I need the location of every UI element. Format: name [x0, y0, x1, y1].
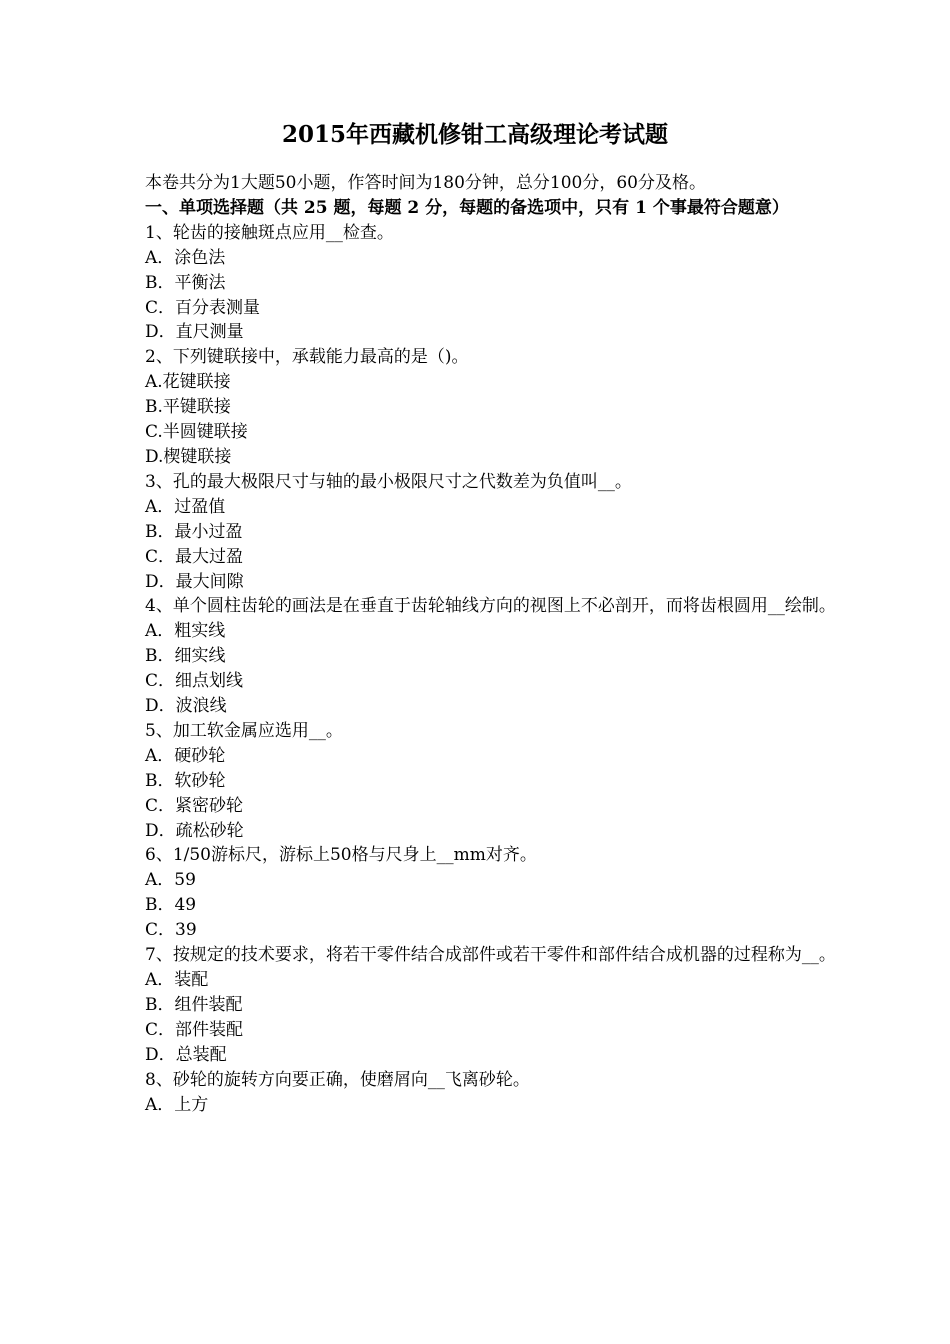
question-text: 7、按规定的技术要求，将若干零件结合成部件或若干零件和部件结合成机器的过程称为__。 — [145, 945, 836, 966]
option-b: B．平衡法 — [145, 272, 226, 293]
option-c: C．细点划线 — [145, 671, 244, 692]
option-c: C．最大过盈 — [145, 546, 244, 567]
question-6 — [145, 843, 810, 943]
question-text: 3、孔的最大极限尺寸与轴的最小极限尺寸之代数差为负值叫__。 — [145, 471, 632, 492]
option-b: B．软砂轮 — [145, 770, 226, 791]
page-title: 2015年西藏机修钳工高级理论考试题 — [281, 121, 668, 148]
question-2 — [145, 345, 810, 470]
option-d: D.楔键联接 — [145, 446, 232, 467]
option-a: A．过盈值 — [145, 496, 226, 517]
question-text: 5、加工软金属应选用__。 — [145, 720, 343, 741]
question-text: 6、1/50游标尺，游标上50格与尺身上__mm对齐。 — [145, 845, 537, 866]
question-8 — [145, 1068, 810, 1118]
question-text: 2、下列键联接中，承载能力最高的是（)。 — [145, 347, 469, 368]
option-b: B．最小过盈 — [145, 521, 243, 542]
option-d: D．直尺测量 — [145, 322, 244, 343]
option-c: C．部件装配 — [145, 1019, 244, 1040]
option-b: B．49 — [145, 895, 197, 916]
option-a: A．装配 — [145, 970, 209, 990]
option-d: D．总装配 — [145, 1044, 227, 1065]
option-c: C．39 — [145, 920, 197, 941]
option-a: A.花键联接 — [145, 372, 231, 393]
question-text: 8、砂轮的旋转方向要正确，使磨屑向__飞离砂轮。 — [145, 1069, 530, 1090]
option-a: A．59 — [145, 870, 196, 891]
option-a: A．硬砂轮 — [145, 745, 226, 766]
option-d: D．疏松砂轮 — [145, 820, 244, 841]
section-title: 一、单项选择题（共 25 题，每题 2 分，每题的备选项中，只有 1 个事最符合题意） — [145, 197, 789, 218]
option-c: C．百分表测量 — [145, 297, 261, 318]
document-body — [145, 171, 836, 1117]
option-c: C.半圆键联接 — [145, 422, 248, 443]
question-4 — [145, 594, 836, 719]
question-text: 4、单个圆柱齿轮的画法是在垂直于齿轮轴线方向的视图上不必剖开，而将齿根圆用__绘制。 — [145, 596, 836, 617]
option-b: B．细实线 — [145, 646, 226, 667]
exam-intro: 本卷共分为1大题50小题，作答时间为180分钟，总分100分，60分及格。 — [145, 173, 706, 193]
option-b: B.平键联接 — [145, 397, 231, 418]
option-b: B．组件装配 — [145, 994, 243, 1015]
option-d: D．最大间隙 — [145, 571, 244, 592]
option-a: A．粗实线 — [145, 621, 226, 642]
option-a: A．上方 — [145, 1094, 209, 1115]
question-1 — [145, 221, 810, 346]
question-5 — [145, 719, 810, 844]
question-7 — [145, 943, 836, 1068]
option-d: D．波浪线 — [145, 696, 227, 717]
question-3 — [145, 470, 810, 595]
question-text: 1、轮齿的接触斑点应用__检查。 — [145, 222, 394, 243]
option-c: C．紧密砂轮 — [145, 795, 244, 816]
option-a: A．涂色法 — [145, 247, 226, 268]
